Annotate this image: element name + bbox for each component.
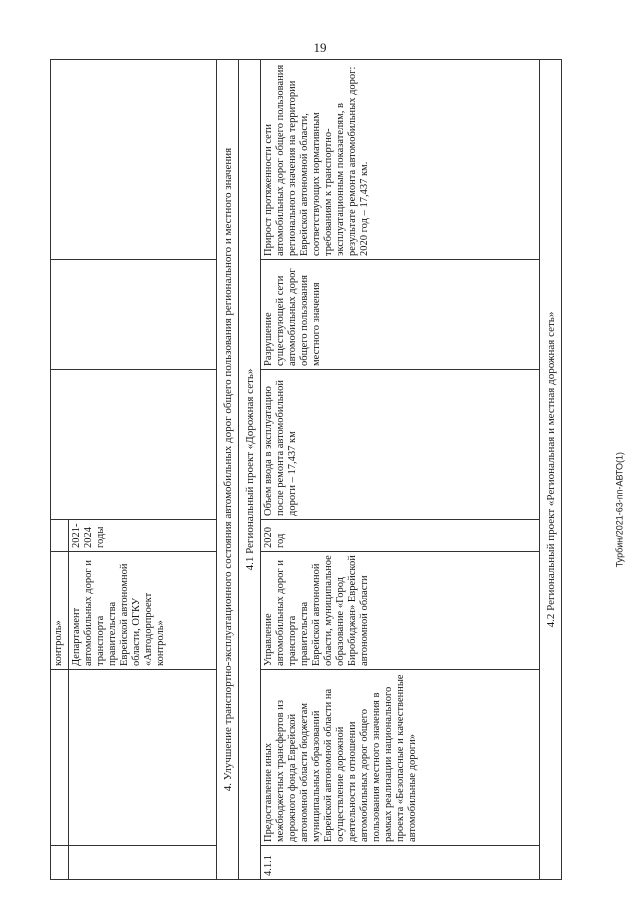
result-cell: Объем ввода в эксплуатацию после ремонта автомобильной дороги – 17,437 км bbox=[261, 370, 540, 520]
section-row bbox=[540, 60, 562, 880]
indicator-cell: Прирост протяженности сети автомобильных дорог общего пользования регионального значения на территории Еврейской автономной области, соответствующих нормативным требованиям к транспортно-эксплуатационным показателям, в результате ремонта автомобильных дорог: 2020 год – 17,437 км. bbox=[261, 60, 540, 260]
measures-table bbox=[50, 59, 562, 880]
section-row bbox=[217, 60, 239, 880]
years-cell: 2021-2024 годы bbox=[69, 520, 217, 552]
responsible-cell: Департамент автомобильных дорог и транспорта правительства Еврейской автономной области, ОГКУ «Автодорпроект контроль» bbox=[69, 552, 217, 670]
consequence-cell: Разрушение существующей сети автомобильных дорог общего пользования местного значения bbox=[261, 260, 540, 370]
footer-code: Турбин/2021-63-пп-АВТО(1) bbox=[614, 452, 624, 568]
row-number: 4.1.1 bbox=[261, 846, 540, 880]
section-4-2-heading: 4.2 Региональный проект «Региональная и местная дорожная сеть» bbox=[540, 60, 562, 880]
executor-cell: Управление автомобильных дорог и транспорта правительства Еврейской автономной области, муниципальное образование «Город Биробиджан» Еврейской автономной области bbox=[261, 552, 540, 670]
page-number: 19 bbox=[313, 40, 327, 55]
contents-cell: контроль» bbox=[51, 552, 69, 670]
year-cell: 2020 год bbox=[261, 520, 540, 552]
rotated-table-page bbox=[50, 60, 562, 880]
section-4-1-heading: 4.1 Региональный проект «Дорожная сеть» bbox=[239, 60, 261, 880]
section-row bbox=[239, 60, 261, 880]
section-4-heading: 4. Улучшение транспортно-эксплуатационного состояния автомобильных дорог общего пользования регионального и местного значения bbox=[217, 60, 239, 880]
table-row-4-1-1 bbox=[261, 60, 540, 880]
measure-name: Предоставление иных межбюджетных трансфертов из дорожного фонда Еврейской автономной области бюджетам муниципальных образований Еврейской автономной области на осуществление дорожной деятельности в отношении автомобильных дорог общего пользования местного значения в рамках реализации национального проекта «Безопасные и качественные автомобильные дороги» bbox=[261, 670, 540, 846]
table-row-continuation bbox=[51, 60, 69, 880]
